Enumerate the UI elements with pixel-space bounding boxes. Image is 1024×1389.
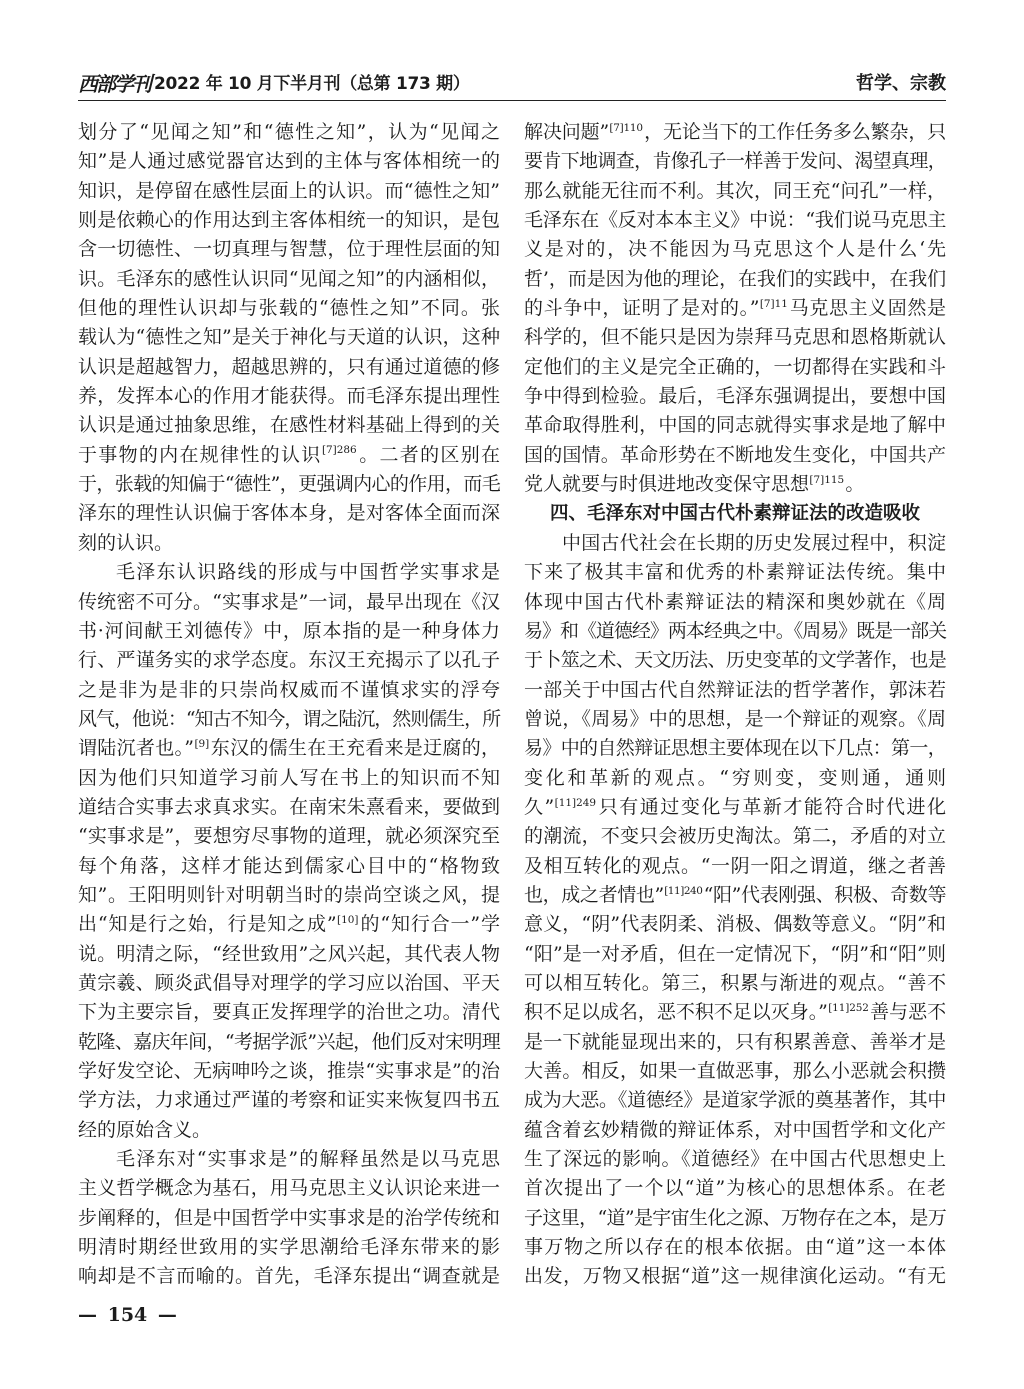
text-line — [78, 588, 500, 617]
text-line — [524, 940, 946, 969]
text-segment: 认识是通过抽象思维，在感性材料基础上得到的关 — [78, 414, 500, 437]
text-segment: 易》中的自然辩证思想主要体现在以下几点：第一， — [524, 737, 946, 760]
text-line — [524, 1204, 946, 1233]
text-segment: 党人就要与时俱进地改变保守思想 — [524, 473, 810, 496]
text-segment: 经的原始含义。 — [78, 1118, 212, 1141]
citation-superscript: [7]286 — [321, 444, 357, 457]
text-line — [78, 940, 500, 969]
text-segment: 划分了“见闻之知”和“德性之知”，认为“见闻之 — [78, 121, 500, 143]
text-segment: ，无论当下的工作任务多么繁杂，只 — [644, 121, 946, 143]
text-line — [78, 441, 500, 470]
journal-logo: 西部学刊 — [78, 72, 150, 96]
text-segment: 道结合实事去求真求实。在南宋朱熹看来，要做到 — [78, 795, 500, 818]
text-line — [524, 323, 946, 352]
text-segment: 谓陆沉者也。” — [78, 737, 195, 760]
text-segment: 一部关于中国古代自然辩证法的哲学著作，郭沫若 — [524, 678, 946, 701]
text-line — [524, 1262, 946, 1291]
text-segment: 明清时期经世致用的实学思潮给毛泽东带来的影 — [78, 1236, 500, 1259]
text-line — [524, 1057, 946, 1086]
text-segment: 义是对的，决不能因为马克思这个人是什么‘先 — [524, 238, 946, 261]
text-segment: 毛泽东在《反对本本主义》中说：“我们说马克思主 — [524, 209, 946, 232]
text-line — [524, 852, 946, 881]
text-segment: 毛泽东认识路线的形成与中国哲学实事求是 — [116, 561, 500, 584]
text-line — [78, 353, 500, 382]
text-segment: 识。毛泽东的感性认识同“见闻之知”的内涵相似， — [78, 267, 500, 290]
text-line — [78, 1233, 500, 1262]
text-segment: 书·河间献王刘德传》中，原本指的是一种身体力 — [78, 619, 500, 642]
left-column — [78, 118, 500, 1292]
text-line — [78, 1174, 500, 1203]
text-line — [78, 676, 500, 705]
text-segment: 意义，“阴”代表阴柔、消极、偶数等意义。“阴”和 — [524, 913, 946, 936]
text-segment: 行、严谨务实的求学态度。东汉王充揭示了以孔子 — [78, 649, 500, 672]
text-line — [524, 1086, 946, 1115]
text-segment: 的斗争中，证明了是对的。” — [524, 297, 760, 320]
text-line — [524, 1233, 946, 1262]
section-heading: 四、毛泽东对中国古代朴素辩证法的改造吸收 — [549, 503, 920, 525]
text-segment: 出“知是行之始，行是知之成” — [78, 913, 337, 936]
text-line — [524, 881, 946, 910]
text-line — [78, 470, 500, 499]
text-segment: 知”是人通过感觉器官达到的主体与客体相统一的 — [78, 150, 500, 173]
text-segment: “阳”是一对矛盾，但在一定情况下，“阴”和“阳”则 — [524, 942, 946, 965]
text-segment: 解决问题” — [524, 121, 609, 143]
text-segment: 东汉的儒生在王充看来是迂腐的， — [210, 737, 500, 760]
text-line — [524, 617, 946, 646]
text-line — [78, 1057, 500, 1086]
text-segment: 于，张载的知偏于“德性”，更强调内心的作用，而毛 — [78, 473, 500, 496]
text-line — [524, 969, 946, 998]
text-line — [524, 734, 946, 763]
text-line — [78, 617, 500, 646]
text-line — [78, 764, 500, 793]
text-segment: 马克思主义固然是 — [789, 297, 946, 320]
text-line — [78, 1116, 500, 1145]
text-line — [78, 294, 500, 323]
text-line — [78, 265, 500, 294]
citation-superscript: [11]249 — [554, 796, 596, 809]
text-line — [524, 294, 946, 323]
text-line — [78, 1262, 500, 1291]
text-line — [524, 118, 946, 147]
text-segment: 久” — [524, 795, 555, 818]
text-line — [78, 1145, 500, 1174]
text-line — [78, 499, 500, 528]
text-segment: 每个角落，这样才能达到儒家心目中的“格物致 — [78, 854, 500, 877]
text-segment: 载认为“德性之知”是关于神化与天道的认识，这种 — [78, 326, 500, 349]
text-segment: 说。明清之际，“经世致用”之风兴起，其代表人物 — [78, 942, 500, 965]
text-segment: 知识，是停留在感性层面上的认识。而“德性之知” — [78, 179, 500, 202]
text-line — [78, 910, 500, 939]
text-line — [524, 206, 946, 235]
text-segment: 争中得到检验。最后，毛泽东强调提出，要想中国 — [524, 385, 946, 408]
text-segment: 认识是超越智力，超越思辨的，只有通过道德的修 — [78, 355, 500, 378]
text-line — [524, 411, 946, 440]
text-line — [524, 441, 946, 470]
issue-info: 2022 年 10 月下半月刊（总第 173 期） — [154, 74, 470, 94]
text-segment: 出发，万物又根据“道”这一规律演化运动。“有无 — [524, 1265, 946, 1288]
text-segment: 刻的认识。 — [78, 531, 174, 554]
text-line — [524, 676, 946, 705]
text-segment: 革命取得胜利，中国的同志就得实事求是地了解中 — [524, 414, 946, 437]
text-segment: 那么就能无往而不利。其次，同王充“问孔”一样， — [524, 179, 946, 202]
citation-superscript: [11]240 — [664, 884, 703, 897]
citation-superscript: [7]115 — [809, 473, 845, 486]
section-name: 哲学、宗教 — [856, 73, 946, 94]
text-segment: 学好发空论、无病呻吟之谈，推崇“实事求是”的治 — [78, 1060, 500, 1082]
text-segment: 国的国情。革命形势在不断地发生变化，中国共产 — [524, 443, 946, 466]
text-line — [78, 881, 500, 910]
text-line — [524, 764, 946, 793]
text-line — [524, 470, 946, 499]
text-line — [524, 382, 946, 411]
text-segment: 要肯下地调查，肯像孔子一样善于发问、渴望真理， — [524, 150, 946, 173]
text-segment: 。 — [845, 473, 865, 496]
text-line — [78, 1028, 500, 1057]
text-line — [78, 822, 500, 851]
text-line — [78, 382, 500, 411]
citation-superscript: [10] — [337, 913, 359, 926]
text-line — [78, 411, 500, 440]
text-segment: 的潮流，不变只会被历史淘汰。第二，矛盾的对立 — [524, 825, 946, 848]
running-header — [78, 70, 946, 98]
text-line — [78, 558, 500, 587]
text-line — [78, 529, 500, 558]
text-line — [78, 1086, 500, 1115]
text-segment: 也，成之者情也” — [524, 883, 664, 906]
text-segment: 变化和革新的观点。“穷则变，变则通，通则 — [524, 766, 946, 789]
text-segment: 易》和《道德经》两本经典之中。《周易》既是一部关 — [524, 619, 946, 642]
text-segment: 曾说，《周易》中的思想，是一个辩证的观察。《周 — [524, 707, 946, 730]
text-line — [524, 588, 946, 617]
text-segment: 科学的，但不能只是因为崇拜马克思和恩格斯就认 — [524, 326, 946, 349]
citation-superscript: [9] — [194, 737, 210, 750]
citation-superscript: [7]11 — [759, 297, 788, 310]
text-line — [78, 734, 500, 763]
text-segment: 学方法，力求通过严谨的考察和证实来恢复四书五 — [78, 1089, 500, 1112]
page-number: — 154 — — [78, 1304, 177, 1326]
text-segment: 成为大恶。《道德经》是道家学派的奠基著作，其中 — [524, 1089, 946, 1112]
text-line — [78, 1204, 500, 1233]
text-segment: 事万物之所以存在的根本依据。由“道”这一本体 — [524, 1236, 946, 1259]
text-segment: 毛泽东对“实事求是”的解释虽然是以马克思 — [116, 1148, 500, 1171]
text-segment: 黄宗羲、顾炎武倡导对理学的学习应以治国、平天 — [78, 971, 500, 994]
text-segment: 蕴含着玄妙精微的辩证体系，对中国哲学和文化产 — [524, 1118, 946, 1141]
text-line — [524, 353, 946, 382]
text-line — [78, 705, 500, 734]
text-line — [78, 323, 500, 352]
text-line — [78, 998, 500, 1027]
text-segment: 哲’，而是因为他的理论，在我们的实践中，在我们 — [524, 267, 946, 290]
text-line — [78, 969, 500, 998]
text-segment: 下为主要宗旨，要真正发挥理学的治世之功。清代 — [78, 1001, 500, 1024]
text-segment: 是一下就能显现出来的，只有积累善意、善举才是 — [524, 1030, 946, 1053]
text-segment: “阳”代表刚强、积极、奇数等 — [703, 883, 946, 906]
text-segment: 子这里，“道”是宇宙生化之源、万物存在之本，是万 — [524, 1206, 946, 1229]
citation-superscript: [7]110 — [609, 121, 643, 134]
text-segment: 但他的理性认识却与张载的“德性之知”不同。张 — [78, 297, 500, 320]
right-column — [524, 118, 946, 1292]
text-segment: 可以相互转化。第三，积累与渐进的观点。“善不 — [524, 971, 946, 994]
text-line — [524, 1174, 946, 1203]
text-line — [524, 1145, 946, 1174]
text-segment: 因为他们只知道学习前人写在书上的知识而不知 — [78, 766, 500, 789]
text-line — [78, 177, 500, 206]
text-segment: 传统密不可分。“实事求是”一词，最早出现在《汉 — [78, 590, 500, 613]
text-segment: 体现中国古代朴素辩证法的精深和奥妙就在《周 — [524, 590, 946, 613]
text-line — [524, 177, 946, 206]
text-segment: “实事求是”，要想穷尽事物的道理，就必须深究至 — [78, 825, 500, 848]
text-segment: 的“知行合一”学 — [359, 913, 500, 936]
text-line — [524, 147, 946, 176]
text-segment: 步阐释的，但是中国哲学中实事求是的治学传统和 — [78, 1206, 500, 1229]
text-segment: 只有通过变化与革新才能符合时代进化 — [597, 795, 946, 818]
text-line — [524, 646, 946, 675]
text-segment: 养，发挥本心的作用才能获得。而毛泽东提出理性 — [78, 385, 500, 408]
text-segment: 于事物的内在规律性的认识 — [78, 443, 322, 466]
text-line — [524, 998, 946, 1027]
text-segment: 生了深远的影响。《道德经》在中国古代思想史上 — [524, 1148, 946, 1171]
text-segment: 中国古代社会在长期的历史发展过程中，积淀 — [562, 531, 946, 554]
text-segment: 大善。相反，如果一直做恶事，那么小恶就会积攒 — [524, 1060, 946, 1082]
text-line — [78, 206, 500, 235]
text-line — [78, 793, 500, 822]
text-line — [524, 558, 946, 587]
text-line — [78, 852, 500, 881]
text-line — [78, 118, 500, 147]
text-segment: 于卜筮之术、天文历法、历史变革的文学著作，也是 — [524, 649, 946, 672]
text-line — [524, 793, 946, 822]
text-line — [524, 235, 946, 264]
header-rule — [78, 100, 946, 101]
text-segment: 。二者的区别在 — [357, 443, 500, 466]
text-segment: 善与恶不 — [870, 1001, 946, 1024]
citation-superscript: [11]252 — [828, 1002, 869, 1014]
text-line — [78, 235, 500, 264]
text-segment: 下来了极其丰富和优秀的朴素辩证法传统。集中 — [524, 561, 946, 584]
text-segment: 则是依赖心的作用达到主客体相统一的知识，是包 — [78, 209, 500, 232]
text-segment: 风气，他说：“知古不知今，谓之陆沉，然则儒生，所 — [78, 707, 500, 730]
text-line — [524, 910, 946, 939]
text-segment: 乾隆、嘉庆年间，“考据学派”兴起，他们反对宋明理 — [78, 1030, 500, 1053]
text-segment: 响却是不言而喻的。首先，毛泽东提出“调查就是 — [78, 1265, 500, 1288]
text-segment: 知”。王阳明则针对明朝当时的崇尚空谈之风，提 — [78, 883, 500, 906]
text-segment: 积不足以成名，恶不积不足以灭身。” — [524, 1001, 828, 1024]
text-line — [524, 265, 946, 294]
text-segment: 泽东的理性认识偏于客体本身，是对客体全面而深 — [78, 502, 500, 525]
text-line — [78, 646, 500, 675]
text-segment: 之是非为是非的只崇尚权威而不谨慎求实的浮夸 — [78, 678, 500, 701]
text-segment: 主义哲学概念为基石，用马克思主义认识论来进一 — [78, 1177, 500, 1200]
text-line — [524, 529, 946, 558]
text-line — [524, 1116, 946, 1145]
text-line — [524, 705, 946, 734]
text-segment: 及相互转化的观点。“一阴一阳之谓道，继之者善 — [524, 854, 946, 877]
text-segment: 含一切德性、一切真理与智慧，位于理性层面的知 — [78, 238, 500, 261]
text-line — [524, 1028, 946, 1057]
text-segment: 定他们的主义是完全正确的，一切都得在实践和斗 — [524, 355, 946, 378]
text-line — [524, 822, 946, 851]
text-line — [78, 147, 500, 176]
text-segment: 首次提出了一个以“道”为核心的思想体系。在老 — [524, 1177, 946, 1200]
